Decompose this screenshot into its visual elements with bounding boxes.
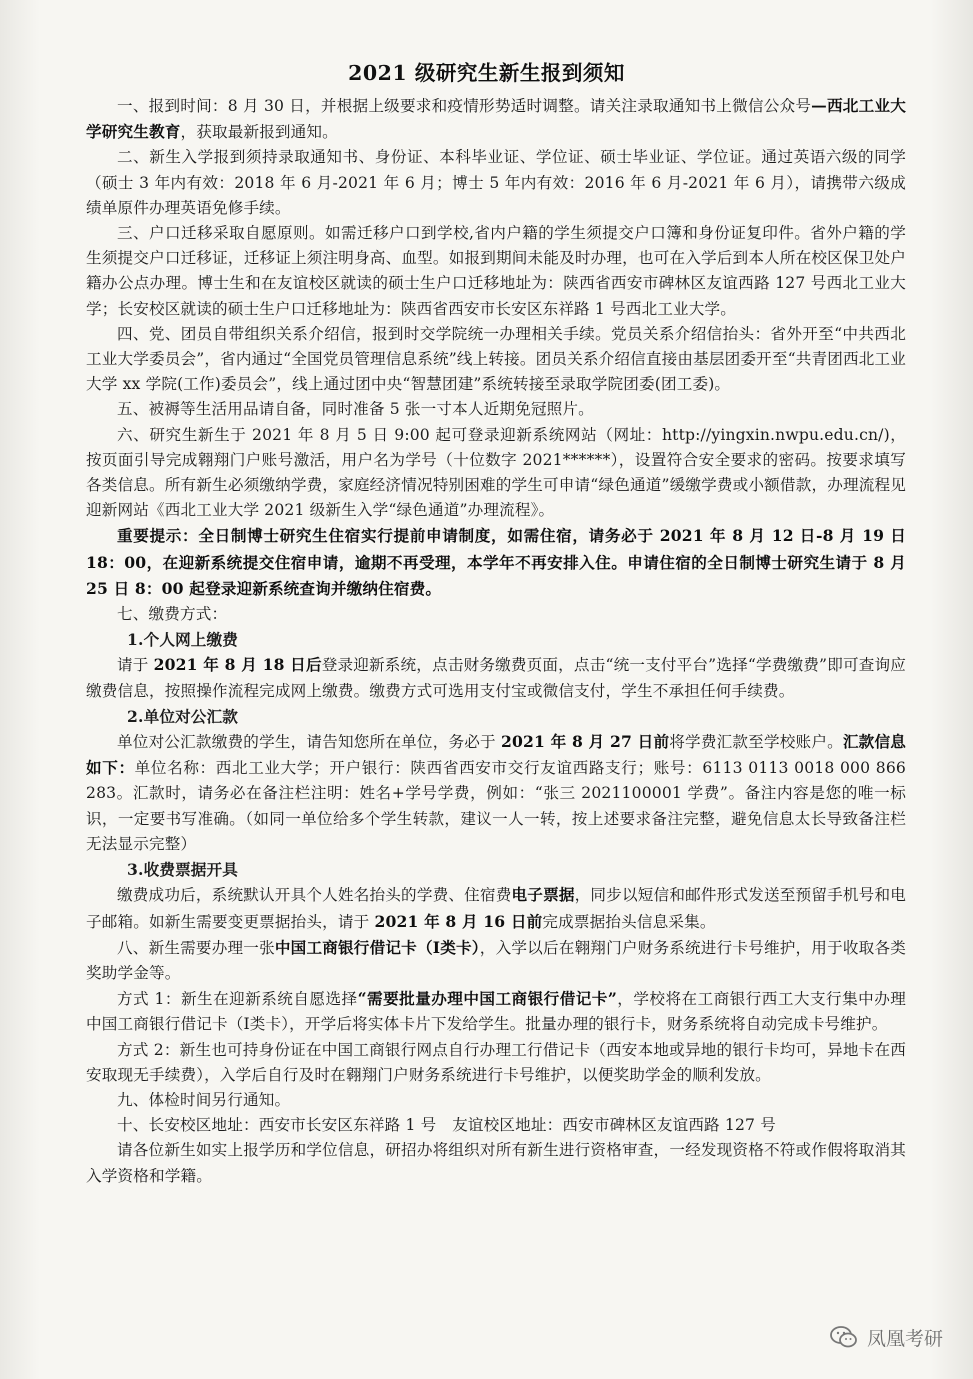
item-7-3-tail: 完成票据抬头信息采集。 [542,912,716,931]
item-9: 九、体检时间另行通知。 [117,1090,291,1109]
item-7: 七、缴费方式： [117,605,228,624]
item-6: 六、研究生新生于 2021 年 8 月 5 日 9:00 起可登录迎新系统网站（网址：http://yingxin.nwpu.edu.cn/)，按页面引导完成翱翔门户账号激活，用户名为学号（十位数字 2021******），设置符合安全要求的密码。按要求填写各类信息。所有新生必须缴纳学费，家庭经济情况特别困难的学生可申请“绿色通道”缓缴学费或小额借款，办理流程见迎新网站《西北工业大学 2021 级新生入学“绿色通道”办理流程》。 [86,425,906,520]
item-7-1-tail: 登录迎新系统，点击财务缴费页面，点击“统一支付平台”选择“学费缴费”即可查询应缴费信息，按照操作流程完成网上缴费。缴费方式可选用支付宝或微信支付，学生不承担任何手续费。 [86,656,906,700]
document-body [86,93,906,1189]
item-7-3-text: 缴费成功后，系统默认开具个人姓名抬头的学费、住宿费 [117,886,512,905]
item-7-2-date: 2021 年 8 月 27 日前 [501,732,670,752]
item-1-account: —西北工业大学研究生教育 [86,96,906,142]
item-1 [86,93,906,145]
item-4: 四、党、团员自带组织关系介绍信，报到时交学院统一办理相关手续。党员关系介绍信抬头：省外开至“中共西北工业大学委员会”，省内通过“全国党员管理信息系统”线上转接。团员关系介绍信直接由基层团委开至“共青团西北工业大学 xx 学院(工作)委员会”，线上通过团中央“智慧团建”系统转接至录取学院团委(团工委)。 [86,324,906,394]
item-3: 三、户口迁移采取自愿原则。如需迁移户口到学校,省内户籍的学生须提交户口簿和身份证复印件。省外户籍的学生须提交户口迁移证，迁移证上须注明身高、血型。如报到期间未能及时办理，也可在入学后到本人所在校区保卫处户籍办公点办理。博士生和在友谊校区就读的硕士生户口迁移地址为：陕西省西安市碑林区友谊西路 127 号西北工业大学；长安校区就读的硕士生户口迁移地址为：陕西省西安市长安区东祥路 1 号西北工业大学。 [86,224,906,318]
item-8-method-2: 方式 2：新生也可持身份证在中国工商银行网点自行办理工行借记卡（西安本地或异地的银行卡均可，异地卡在西安取现无手续费），入学后自行及时在翱翔门户财务系统进行卡号维护，以便奖助学金的顺利发放。 [86,1040,906,1084]
item-7-1 [86,652,906,703]
remittance-info: 单位名称：西北工业大学；开户银行：陕西省西安市交行友谊西路支行；账号：6113 0113 0018 000 866 283。汇款时，请务必在备注栏注明：姓名+学号学费，例如：“张三 2021100001 学费”。备注内容是您的唯一标识，一定要书写准确。（如同一单位给多个学生转款，建议一人一转，按上述要求备注完整，避免信息太长导致备注栏无法显示完整） [86,759,906,853]
closing-note: 请各位新生如实上报学历和学位信息，研招办将组织对所有新生进行资格审查，一经发现资格不符或作假将取消其入学资格和学籍。 [86,1141,906,1185]
item-8-card: 中国工商银行借记卡（Ⅰ类卡） [274,937,480,957]
method-1-option: “需要批量办理中国工商银行借记卡” [357,989,617,1009]
item-7-3 [86,882,906,934]
important-notice [86,523,906,602]
item-7-2 [86,729,906,857]
watermark [829,1320,943,1354]
item-7-1-date: 2021 年 8 月 18 日后 [153,655,322,675]
item-7-1-title: 1.个人网上缴费 [127,630,239,650]
item-7-1-text: 请于 [117,656,154,675]
item-7-2-tail: 将学费汇款至学校账户。 [669,733,843,752]
watermark-text: 凤凰考研 [866,1327,943,1350]
item-8-text: 八、新生需要办理一张 [117,938,275,957]
item-5: 五、被褥等生活用品请自备，同时准备 5 张一寸本人近期免冠照片。 [117,400,594,419]
wechat-icon [829,1324,859,1350]
item-7-2-title: 2.单位对公汇款 [127,706,239,726]
e-invoice: 电子票据 [511,885,575,905]
item-8 [86,935,906,986]
important-notice-text: 重要提示：全日制博士研究生住宿实行提前申请制度，如需住宿，请务必于 2021 年 8 月 12 日-8 月 19 日 18：00，在迎新系统提交住宿申请，逾期不再受理，本学年不再安排入住。申请住宿的全日制博士研究生请于 8 月 25 日 8：00 起登录迎新系统查询并缴纳住宿费。 [86,526,906,598]
method-1-text: 方式 1：新生在迎新系统自愿选择 [117,990,358,1009]
item-7-2-text: 单位对公汇款缴费的学生，请告知您所在单位，务必于 [117,733,501,752]
item-7-3-mid: ，同步以短信和邮件形式发送至预留手机号和电子邮箱。如新生需要变更票据抬头，请于 [86,886,906,931]
item-7-3-title: 3.收费票据开具 [127,860,239,880]
item-8-tail: ，入学以后在翱翔门户财务系统进行卡号维护，用于收取各类奖助学金等。 [86,938,906,982]
remittance-info-label: 汇款信息如下： [86,732,906,778]
method-1-tail: ，学校将在工商银行西工大支行集中办理中国工商银行借记卡（Ⅰ类卡），开学后将实体卡片下发给学生。批量办理的银行卡，财务系统将自动完成卡号维护。 [86,990,906,1034]
item-10: 十、长安校区地址：西安市长安区东祥路 1 号 友谊校区地址：西安市碑林区友谊西路 127 号 [117,1116,776,1135]
item-1-tail: ，获取最新报到通知。 [180,123,338,142]
document-title: 2021 级研究生新生报到须知 [348,61,625,85]
item-7-3-date: 2021 年 8 月 16 日前 [374,911,543,931]
item-8-method-1 [86,986,906,1037]
item-1-text: 一、报到时间：8 月 30 日，并根据上级要求和疫情形势适时调整。请关注录取通知书上微信公众号 [117,97,812,115]
item-2: 二、新生入学报到须持录取通知书、身份证、本科毕业证、学位证、硕士毕业证、学位证。通过英语六级的同学（硕士 3 年内有效：2018 年 6 月-2021 年 6 月；博士 5 年内有效：2016 年 6 月-2021 年 6 月），请携带六级成绩单原件办理英语免修手续。 [86,148,906,217]
